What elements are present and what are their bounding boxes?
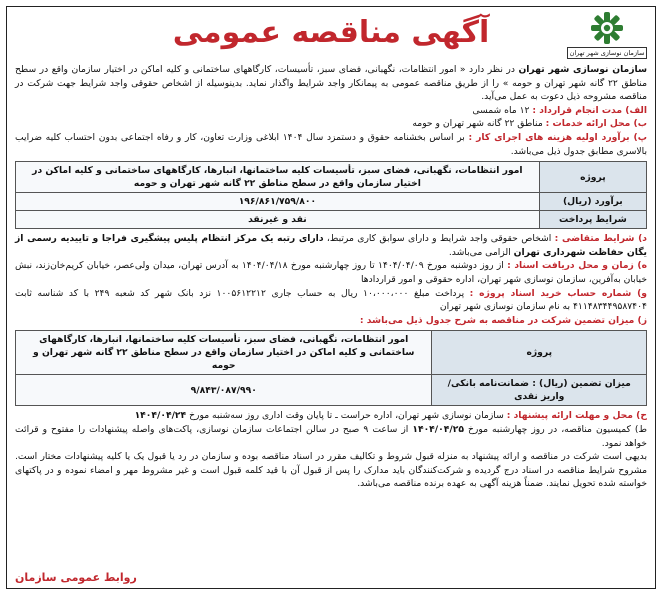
item-ch-text: سازمان نوسازی شهر تهران، اداره حراست ـ تا پایان وقت اداری روز سه‌شنبه مورخ — [186, 410, 507, 422]
item-account-number — [15, 287, 647, 314]
item-z-label: ز) میزان تضمین شرکت در مناقصه به شرح جدول ذیل می‌باشد : — [359, 314, 647, 326]
item-guarantee — [15, 314, 647, 328]
intro-paragraph — [15, 63, 647, 104]
item-t-date: ۱۴۰۴/۰۴/۲۵ — [412, 423, 464, 435]
payment-value-cell: نقد و غیرنقد — [16, 211, 540, 229]
estimate-table — [15, 161, 647, 229]
item-contract-duration — [15, 104, 647, 118]
item-ch-label: ح) محل و مهلت ارائه پیشنهاد : — [506, 410, 647, 422]
item-p-label: پ) برآورد اولیه هزینه های اجرای کار : — [468, 131, 647, 143]
table-row — [16, 331, 647, 375]
item-t-text1: ط) کمیسیون مناقصه، در روز چهارشنبه مورخ — [463, 423, 647, 435]
logo-caption: سازمان نوسازی شهر تهران — [567, 47, 647, 59]
item-document-pickup — [15, 259, 647, 286]
project-label-cell: پروژه — [432, 331, 647, 375]
table-row — [16, 211, 647, 229]
item-d-label: د) شرایط متقاضی : — [554, 233, 647, 245]
item-v-label: و) شماره حساب خرید اسناد پروژه : — [469, 287, 647, 299]
table-row — [16, 375, 647, 406]
estimate-label-cell: برآورد (ریال) — [539, 193, 646, 211]
organizer-name: سازمان نوسازی شهر تهران — [518, 64, 647, 75]
item-p-text: بر اساس بخشنامه حقوق و دستمزد سال ۱۴۰۴ ابلاغی وزارت تعاون، کار و رفاه اجتماعی بدون احتساب کلیه ضرایب بالاسری مطابق جدول ذیل می‌باشد. — [15, 131, 647, 157]
item-d-bold: دارای رتبه یک مرکز انتظام پلیس پیشگیری فراجا و تاییدیه رسمی از یگان حفاظت شهرداری تهران — [15, 233, 647, 258]
item-submission-deadline — [15, 409, 647, 423]
item-ch-date: ۱۴۰۴/۰۴/۲۴ — [134, 410, 187, 422]
item-b-text: مناطق ۲۲ گانه شهر تهران و حومه — [412, 118, 546, 130]
guarantee-table — [15, 330, 647, 406]
payment-label-cell: شرایط پرداخت — [539, 211, 646, 229]
item-h-label: ه) زمان و محل دریافت اسناد : — [507, 260, 648, 272]
project-label-cell: پروژه — [539, 162, 646, 193]
item-a-label: الف) مدت انجام قرارداد : — [532, 104, 647, 116]
item-a-text: ۱۲ ماه شمسی — [472, 104, 533, 116]
intro-text: در نظر دارد « امور انتظامات، نگهبانی، فضای سبز، تأسیسات، کارگاههای ساختمانی و کلیه اماکن در اختیار سازمان واقع در سطح مناطق ۲۲ گانه شهر تهران و حومه » را از طریق مناقصه عمومی به پیمانکار واجد شرایط واگذار نماید. بدینوسیله از اشخاص حقوقی واجد شرایط جهت شرکت در مناقصه مشروحه ذیل دعوت به عمل می‌آید. — [15, 64, 648, 103]
item-t-text2: از ساعت ۹ صبح در سالن اجتماعات سازمان نوسازی، پاکت‌های واصله پیشنهادات را مفتوح و قرائت خواهد نمود. — [15, 423, 647, 449]
project-value-cell: امور انتظامات، نگهبانی، فضای سبز، تأسیسات کلیه ساختمانها، انبارها، کارگاههای ساختمانی و کلیه اماکن در اختیار سازمان واقع در سطح مناطق ۲۲ گانه شهر تهران و حومه — [16, 162, 540, 193]
item-applicant-conditions — [15, 232, 647, 259]
guarantee-value-cell: ۹/۸۴۳/۰۸۷/۹۹۰ — [16, 375, 432, 406]
item-h-text: از روز دوشنبه مورخ ۱۴۰۴/۰۴/۰۹ تا روز چهارشنبه مورخ ۱۴۰۴/۰۴/۱۸ به آدرس تهران، میدان ولی‌عصر، خیابان کریم‌خان‌زند، نبش خیابان به‌آفرین، سازمان نوسازی شهر تهران، اداره حقوقی و امور قراردادها — [15, 260, 647, 285]
closing-paragraph: بدیهی است شرکت در مناقصه و ارائه پیشنهاد به منزله قبول شروط و تکالیف مقرر در اسناد مناقصه بوده و سازمان در رد یا قبول یک یا کلیه پیشنهادات مختار است. مشروح شرایط مناقصه در اسناد درج گردیده و شرکت‌کنندگان باید مدارک را پس از قبول آن با قید کلمه قبول است و غیر مشروط مهر و امضاء نموده و در پاکتهای خواسته شده تحویل نمایند. ضمناً هزینه آگهی به عهده برنده مناقصه می‌باشد. — [15, 451, 647, 490]
project-value-cell: امور انتظامات، نگهبانی، فضای سبز، تأسیسات کلیه ساختمانها، انبارها، کارگاههای ساختمانی و کلیه اماکن در اختیار سازمان واقع در سطح مناطق ۲۲ گانه شهر تهران و حومه — [16, 331, 432, 375]
item-cost-estimate — [15, 131, 647, 158]
estimate-value-cell: ۱۹۶/۸۶۱/۷۵۹/۸۰۰ — [16, 193, 540, 211]
notice-body — [7, 63, 655, 491]
item-service-location — [15, 117, 647, 131]
item-b-label: ب) محل ارائه خدمات : — [545, 118, 647, 130]
table-row — [16, 162, 647, 193]
item-d-tail: الزامی می‌باشد. — [448, 246, 514, 258]
item-commission — [15, 423, 647, 450]
guarantee-label-cell: میزان تضمین (ریال) : ضمانت‌نامه بانکی/ واریز نقدی — [432, 375, 647, 406]
item-d-text: اشخاص حقوقی واجد شرایط و دارای سوابق کاری مرتبط، — [323, 233, 555, 245]
public-relations-signature: روابط عمومی سازمان — [15, 571, 137, 584]
item-v-text: پرداخت مبلغ ۱۰،۰۰۰،۰۰۰ ریال به حساب جاری ۱۰۰۵۶۱۲۲۱۲ نزد بانک شهر کد شعبه ۲۴۹ با کد شناسه ثابت ۴۱۱۴۸۳۴۴۹۵۸۷۴۰۴ به نام سازمان نوسازی شهر تهران — [15, 287, 647, 313]
tender-notice — [6, 6, 656, 589]
notice-title: آگهی مناقصه عمومی — [172, 15, 490, 50]
notice-header — [7, 7, 655, 63]
table-row — [16, 193, 647, 211]
